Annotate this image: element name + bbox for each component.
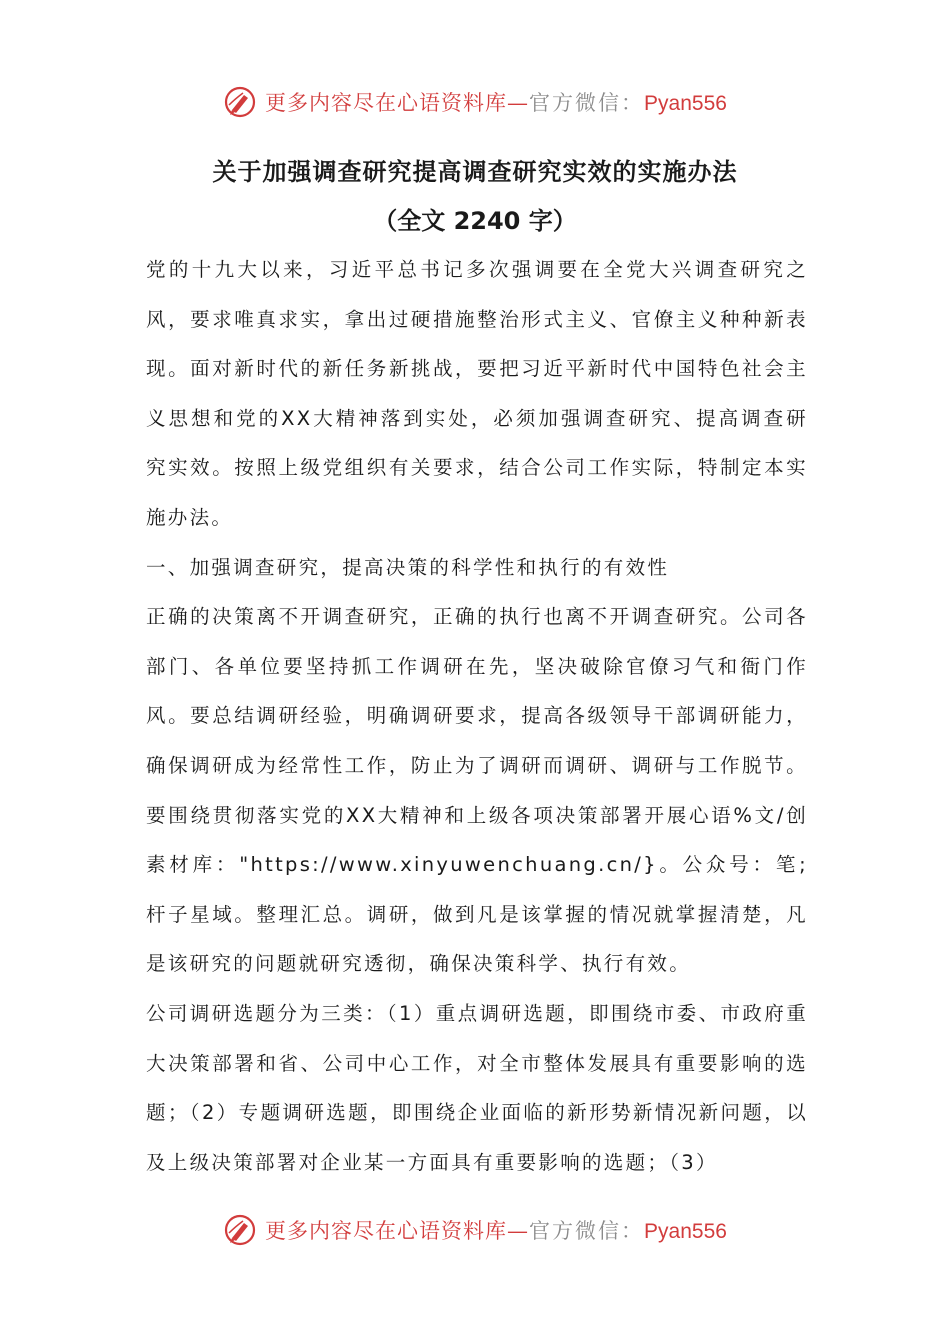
pen-logo-icon	[223, 1213, 257, 1247]
footer-banner	[0, 1208, 950, 1252]
banner-dash: —	[507, 91, 530, 115]
document-title: 关于加强调查研究提高调查研究实效的实施办法	[212, 158, 738, 186]
section-heading-1: 一、加强调查研究，提高决策的科学性和执行的有效性	[146, 555, 670, 579]
banner-wechat-id: Pyan556	[644, 92, 727, 115]
header-banner	[0, 80, 950, 124]
paragraph-section-1: 正确的决策离不开调查研究，正确的执行也离不开调查研究。公司各部门、各单位要坚持抓工作调研在先，坚决破除官僚习气和衙门作风。要总结调研经验，明确调研要求，提高各级领导干部调研能力，确保调研成为经常性工作，防止为了调研而调研、调研与工作脱节。要围绕贯彻落实党的XX大精神和上级各项决策部署开展心语%文/创素材库："https://www.xinyuwenchuang.cn/}。公众号：笔;杆子星域。整理汇总。调研，做到凡是该掌握的情况就掌握清楚，凡是该研究的问题就研究透彻，确保决策科学、执行有效。	[146, 605, 808, 976]
banner-wechat-id: Pyan556	[644, 1220, 727, 1243]
banner-wechat-label: 官方微信：	[529, 1219, 645, 1243]
header-banner-text	[265, 87, 727, 117]
pen-logo-icon	[223, 85, 257, 119]
footer-banner-text	[265, 1215, 727, 1245]
banner-site-name: 更多内容尽在心语资料库	[265, 91, 508, 115]
banner-wechat-label: 官方微信：	[529, 91, 645, 115]
paragraph-topics: 公司调研选题分为三类：（1）重点调研选题，即围绕市委、市政府重大决策部署和省、公司中心工作，对全市整体发展具有重要影响的选题；（2）专题调研选题，即围绕企业面临的新形势新情况新问题，以及上级决策部署对企业某一方面具有重要影响的选题；（3）	[146, 1001, 808, 1174]
paragraph-intro: 党的十九大以来，习近平总书记多次强调要在全党大兴调查研究之风，要求唯真求实，拿出过硬措施整治形式主义、官僚主义种种新表现。面对新时代的新任务新挑战，要把习近平新时代中国特色社会主义思想和党的XX大精神落到实处，必须加强调查研究、提高调查研究实效。按照上级党组织有关要求，结合公司工作实际，特制定本实施办法。	[146, 258, 808, 529]
banner-dash: —	[507, 1219, 530, 1243]
document-subtitle: （全文 2240 字）	[373, 207, 577, 235]
document-body	[146, 245, 808, 1187]
banner-site-name: 更多内容尽在心语资料库	[265, 1219, 508, 1243]
